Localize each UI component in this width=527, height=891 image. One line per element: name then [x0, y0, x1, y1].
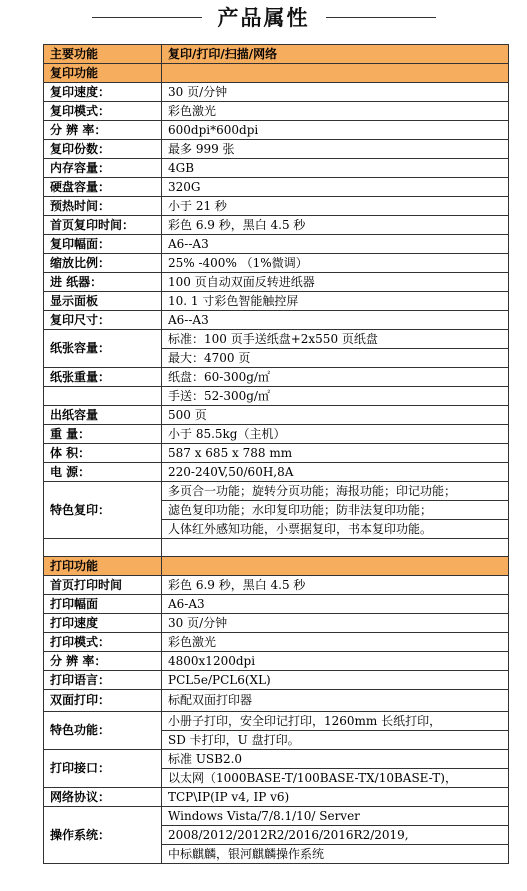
row-value: 标准：100 页手送纸盘+2x550 页纸盘	[162, 330, 509, 349]
row-label-paper-weight: 纸张重量：	[44, 368, 162, 387]
row-label: 显示面板	[44, 292, 162, 311]
row-label-copy-features: 特色复印：	[44, 482, 162, 539]
title-bar	[0, 0, 527, 34]
table-row	[44, 788, 509, 807]
header-value: 复印/打印/扫描/网络	[162, 45, 509, 64]
table-row	[44, 614, 509, 633]
row-label-print-features: 特色功能：	[44, 712, 162, 750]
row-value: 4800x1200dpi	[162, 652, 509, 671]
title-left-rule	[92, 17, 202, 18]
table-row	[44, 425, 509, 444]
row-value: 手送：52-300g/㎡	[162, 387, 509, 406]
row-value: 小于 21 秒	[162, 197, 509, 216]
row-label: 内存容量：	[44, 159, 162, 178]
table-row	[44, 406, 509, 425]
table-row	[44, 235, 509, 254]
table-row	[44, 690, 509, 712]
table-row	[44, 311, 509, 330]
row-value: 587 x 685 x 788 mm	[162, 444, 509, 463]
row-value: 320G	[162, 178, 509, 197]
row-label-paper-capacity: 纸张容量：	[44, 330, 162, 368]
table-row	[44, 83, 509, 102]
row-value: 500 页	[162, 406, 509, 425]
row-label: 出纸容量	[44, 406, 162, 425]
row-label: 复印模式：	[44, 102, 162, 121]
row-value: 小于 85.5kg（主机）	[162, 425, 509, 444]
row-value: 25% -400% （1%微调）	[162, 254, 509, 273]
table-row	[44, 712, 509, 731]
table-row	[44, 368, 509, 387]
table-row	[44, 444, 509, 463]
table-row	[44, 330, 509, 349]
row-value: 220-240V,50/60H,8A	[162, 463, 509, 482]
row-value: 30 页/分钟	[162, 83, 509, 102]
row-value: 标配双面打印器	[162, 690, 509, 712]
row-label: 进 纸器：	[44, 273, 162, 292]
row-label: 双面打印：	[44, 690, 162, 712]
spacer-cell	[44, 539, 162, 557]
row-value: Windows Vista/7/8.1/10/ Server	[162, 807, 509, 826]
row-label-interface: 打印接口：	[44, 750, 162, 788]
section-row-copy	[44, 64, 509, 83]
row-label: 缩放比例：	[44, 254, 162, 273]
row-value: 以太网（1000BASE-T/100BASE-TX/10BASE-T)，	[162, 769, 509, 788]
row-label: 分 辨 率：	[44, 652, 162, 671]
section-title-copy: 复印功能	[44, 64, 162, 83]
table-row	[44, 178, 509, 197]
table-row	[44, 576, 509, 595]
spacer-cell	[162, 539, 509, 557]
row-value: 中标麒麟，银河麒麟操作系统	[162, 845, 509, 864]
table-row	[44, 216, 509, 235]
table-row	[44, 671, 509, 690]
table-row	[44, 102, 509, 121]
row-value: 彩色 6.9 秒，黑白 4.5 秒	[162, 216, 509, 235]
table-row	[44, 273, 509, 292]
row-label: 打印幅面	[44, 595, 162, 614]
row-label: 首页复印时间：	[44, 216, 162, 235]
section-title-print: 打印功能	[44, 557, 162, 576]
row-value: PCL5e/PCL6(XL)	[162, 671, 509, 690]
row-label: 分 辨 率：	[44, 121, 162, 140]
row-label: 打印模式：	[44, 633, 162, 652]
section-blank	[162, 557, 509, 576]
row-label: 复印尺寸：	[44, 311, 162, 330]
table-row	[44, 750, 509, 769]
row-value: 彩色激光	[162, 102, 509, 121]
row-value: 滤色复印功能；水印复印功能；防非法复印功能；	[162, 501, 509, 520]
row-label: 首页打印时间	[44, 576, 162, 595]
table-row	[44, 159, 509, 178]
row-value: 100 页自动双面反转进纸器	[162, 273, 509, 292]
spacer-row	[44, 539, 509, 557]
row-label-os: 操作系统：	[44, 807, 162, 864]
table-header-row	[44, 45, 509, 64]
table-row	[44, 595, 509, 614]
table-row	[44, 807, 509, 826]
row-value: 30 页/分钟	[162, 614, 509, 633]
row-label: 复印速度：	[44, 83, 162, 102]
row-label: 重 量：	[44, 425, 162, 444]
row-value: SD 卡打印，U 盘打印。	[162, 731, 509, 750]
row-value: 2008/2012/2012R2/2016/2016R2/2019,	[162, 826, 509, 845]
row-label: 复印幅面：	[44, 235, 162, 254]
row-label: 打印语言：	[44, 671, 162, 690]
row-label: 体 积：	[44, 444, 162, 463]
spec-table	[43, 44, 509, 864]
table-row	[44, 292, 509, 311]
section-row-print	[44, 557, 509, 576]
row-value: 人体红外感知功能，小票据复印，书本复印功能。	[162, 520, 509, 539]
row-value: 标准 USB2.0	[162, 750, 509, 769]
table-row	[44, 197, 509, 216]
row-value: 小册子打印，安全印记打印，1260mm 长纸打印，	[162, 712, 509, 731]
table-row	[44, 652, 509, 671]
row-value: 600dpi*600dpi	[162, 121, 509, 140]
table-row	[44, 387, 509, 406]
page-title: 产品属性	[217, 6, 310, 30]
title-right-rule	[326, 17, 436, 18]
header-label: 主要功能	[44, 45, 162, 64]
table-row	[44, 633, 509, 652]
row-label-empty	[44, 387, 162, 406]
row-label-protocol: 网络协议：	[44, 788, 162, 807]
row-label: 电 源：	[44, 463, 162, 482]
row-label: 打印速度	[44, 614, 162, 633]
row-value: 最多 999 张	[162, 140, 509, 159]
row-value: 多页合一功能；旋转分页功能；海报功能；印记功能；	[162, 482, 509, 501]
table-row	[44, 463, 509, 482]
table-row	[44, 140, 509, 159]
row-value: 纸盘：60-300g/㎡	[162, 368, 509, 387]
row-value: TCP\IP(IP v4, IP v6)	[162, 788, 509, 807]
table-row	[44, 254, 509, 273]
row-value: A6-A3	[162, 595, 509, 614]
row-value: 彩色激光	[162, 633, 509, 652]
table-row	[44, 482, 509, 501]
row-value: 10. 1 寸彩色智能触控屏	[162, 292, 509, 311]
section-blank	[162, 64, 509, 83]
row-label: 复印份数：	[44, 140, 162, 159]
row-label: 预热时间：	[44, 197, 162, 216]
row-label: 硬盘容量：	[44, 178, 162, 197]
table-row	[44, 121, 509, 140]
row-value: A6--A3	[162, 235, 509, 254]
row-value: 4GB	[162, 159, 509, 178]
row-value: 彩色 6.9 秒，黑白 4.5 秒	[162, 576, 509, 595]
row-value: 最大：4700 页	[162, 349, 509, 368]
row-value: A6--A3	[162, 311, 509, 330]
